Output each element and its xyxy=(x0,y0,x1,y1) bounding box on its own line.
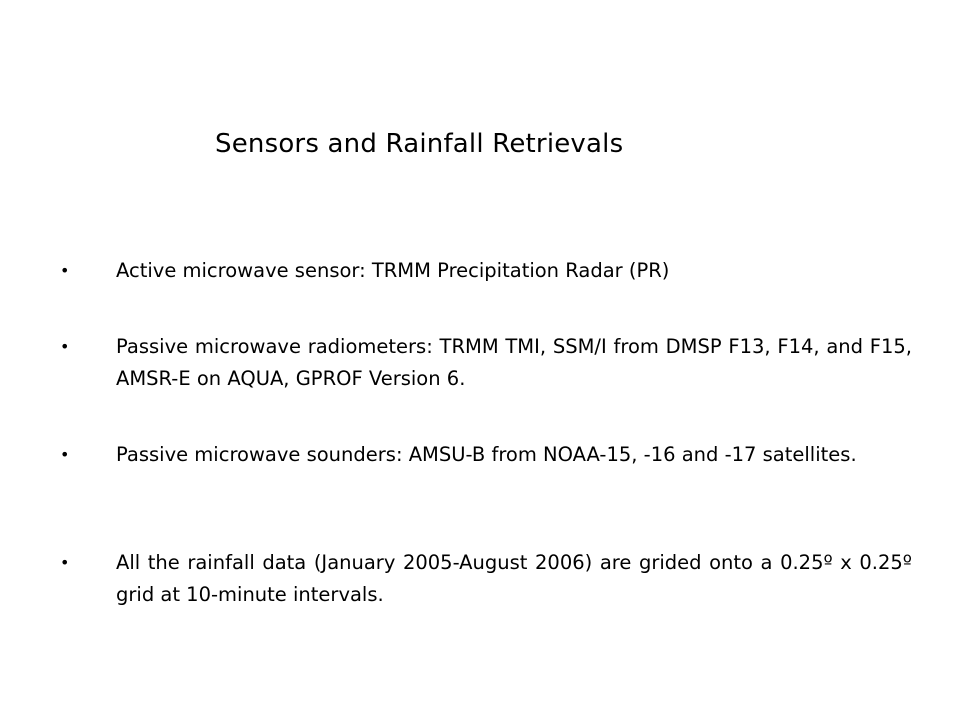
bullet-item xyxy=(60,547,912,611)
bullet-item xyxy=(60,331,912,395)
bullet-marker: • xyxy=(60,445,70,464)
bullet-item xyxy=(60,255,912,287)
bullet-item xyxy=(60,439,912,471)
bullet-text: Passive microwave sounders: AMSU-B from NOAA-15, -16 and -17 satellites. xyxy=(116,443,857,466)
bullet-text: All the rainfall data (January 2005-August 2006) are grided onto a 0.25º x 0.25º grid at 10-minute intervals. xyxy=(116,551,912,606)
bullet-text: Active microwave sensor: TRMM Precipitation Radar (PR) xyxy=(116,259,670,282)
slide-title: Sensors and Rainfall Retrievals xyxy=(215,129,624,159)
bullet-marker: • xyxy=(60,337,70,356)
bullet-marker: • xyxy=(60,261,70,280)
bullet-marker: • xyxy=(60,553,70,572)
bullet-text: Passive microwave radiometers: TRMM TMI, SSM/I from DMSP F13, F14, and F15, AMSR-E on AQUA, GPROF Version 6. xyxy=(116,335,912,390)
